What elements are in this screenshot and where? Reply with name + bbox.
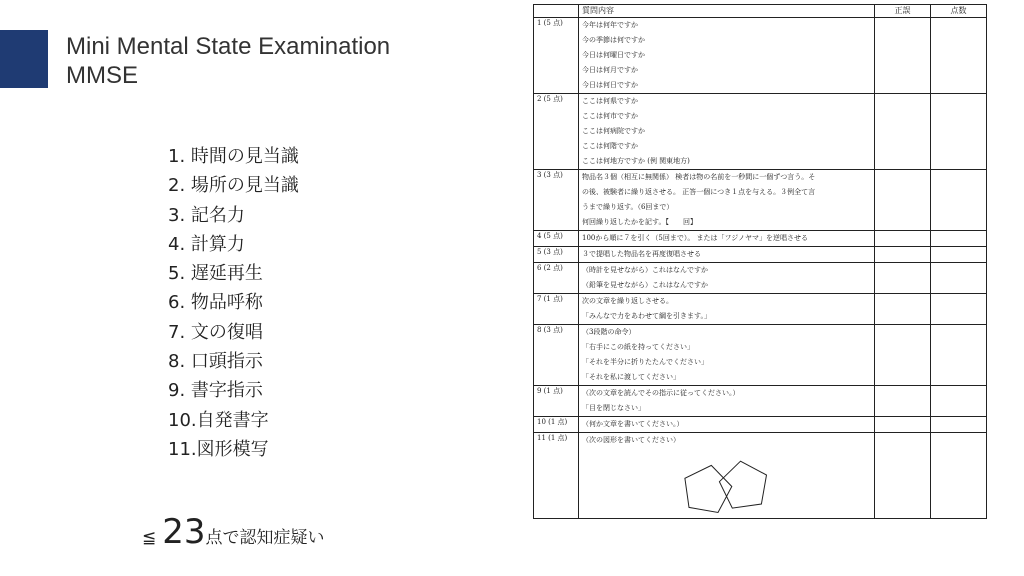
title-line-1: Mini Mental State Examination: [66, 33, 391, 60]
list-item: 11.図形模写: [168, 438, 269, 460]
points-cell: [931, 247, 987, 263]
question-line: ここは何病院ですか: [582, 127, 645, 135]
list-item: 3. 記名力: [168, 204, 245, 226]
dementia-threshold-note: [142, 512, 325, 552]
header-score-cell: [534, 5, 579, 18]
item-score-cell: 10 (1 点): [534, 417, 579, 433]
item-score-cell: 9 (1 点): [534, 386, 579, 417]
question-line: 今日は何曜日ですか: [582, 51, 645, 59]
points-cell: [931, 263, 987, 294]
question-line: 今の季節は何ですか: [582, 36, 645, 44]
question-line: （次の文章を読んでその指示に従ってください。）: [582, 389, 740, 397]
list-item: 2. 場所の見当識: [168, 175, 299, 197]
points-cell: [931, 294, 987, 325]
title-accent-bar: [0, 30, 48, 88]
points-cell: [931, 386, 987, 417]
question-line: （3段階の命令）: [582, 328, 636, 336]
question-line: 「それを半分に折りたたんでください」: [582, 358, 708, 366]
question-cell: [579, 94, 875, 170]
table-row: [534, 94, 987, 170]
table-row: [534, 170, 987, 231]
question-cell: [579, 294, 875, 325]
correct-cell: [875, 325, 931, 386]
pentagon-shape: [684, 465, 731, 512]
points-cell: [931, 94, 987, 170]
question-cell: [579, 325, 875, 386]
question-line: 今日は何月ですか: [582, 66, 638, 74]
item-score-cell: 2 (5 点): [534, 94, 579, 170]
threshold-number: 23: [162, 512, 206, 552]
question-cell: [579, 170, 875, 231]
title-line-2: MMSE: [66, 62, 138, 89]
mmse-item-list: [168, 142, 299, 464]
question-line: （時計を見せながら）これはなんですか: [582, 266, 708, 274]
header-question: 質問内容: [579, 5, 875, 18]
question-cell: [579, 263, 875, 294]
question-cell: [579, 433, 875, 519]
question-cell: [579, 247, 875, 263]
question-line: 「みんなで力をあわせて綱を引きます。」: [582, 312, 711, 320]
table-row: [534, 247, 987, 263]
question-line: 物品名３個（相互に無関係） 検者は物の名前を一秒間に一個ずつ言う。そ: [582, 173, 816, 181]
header-correct: 正誤: [875, 5, 931, 18]
question-line: 何回繰り返したかを記す。【 回】: [582, 218, 697, 226]
correct-cell: [875, 294, 931, 325]
item-score-cell: 5 (3 点): [534, 247, 579, 263]
table-row: [534, 433, 987, 519]
points-cell: [931, 433, 987, 519]
correct-cell: [875, 433, 931, 519]
points-cell: [931, 417, 987, 433]
correct-cell: [875, 247, 931, 263]
question-line: （次の図形を書いてください）: [582, 436, 680, 444]
item-score-cell: 1 (5 点): [534, 18, 579, 94]
question-line: 「右手にこの紙を持ってください」: [582, 343, 694, 351]
correct-cell: [875, 417, 931, 433]
question-line: ここは何地方ですか (例 関東地方): [582, 157, 690, 165]
question-line: の後、被験者に繰り返させる。 正答一個につき１点を与える。３例全て言: [582, 188, 816, 196]
list-item: 5. 遅延再生: [168, 263, 263, 285]
mmse-question-table: [533, 4, 987, 519]
table-row: [534, 294, 987, 325]
question-line: 今年は何年ですか: [582, 21, 638, 29]
item-score-cell: 3 (3 点): [534, 170, 579, 231]
table-row: [534, 18, 987, 94]
question-line: ここは何市ですか: [582, 112, 638, 120]
table-row: [534, 325, 987, 386]
question-line: （鉛筆を見せながら）これはなんですか: [582, 281, 708, 289]
table-header-row: [534, 5, 987, 18]
item-score-cell: 8 (3 点): [534, 325, 579, 386]
item-score-cell: 11 (1 点): [534, 433, 579, 519]
slide-title: [66, 32, 390, 90]
item-score-cell: 4 (5 点): [534, 231, 579, 247]
list-item: 6. 物品呼称: [168, 292, 263, 314]
list-item: 1. 時間の見当識: [168, 146, 299, 167]
question-line: 今日は何日ですか: [582, 81, 638, 89]
question-cell: [579, 417, 875, 433]
item-score-cell: 6 (2 点): [534, 263, 579, 294]
question-line: 「それを私に渡してください」: [582, 373, 680, 381]
interlocking-pentagons-figure: [672, 458, 782, 518]
table-row: [534, 231, 987, 247]
table-row: [534, 263, 987, 294]
table-row: [534, 386, 987, 417]
correct-cell: [875, 231, 931, 247]
question-line: （何か文章を書いてください。）: [582, 420, 684, 428]
header-points: 点数: [931, 5, 987, 18]
correct-cell: [875, 386, 931, 417]
correct-cell: [875, 170, 931, 231]
table-row: [534, 417, 987, 433]
list-item: 8. 口頭指示: [168, 351, 263, 373]
points-cell: [931, 170, 987, 231]
list-item: 9. 書字指示: [168, 380, 263, 402]
correct-cell: [875, 94, 931, 170]
list-item: 7. 文の復唱: [168, 321, 263, 343]
item-score-cell: 7 (1 点): [534, 294, 579, 325]
question-line: 100から順に７を引く（5回まで）。 または「フジノヤマ」を逆唱させる: [582, 234, 808, 242]
question-cell: [579, 231, 875, 247]
points-cell: [931, 231, 987, 247]
question-line: 「目を閉じなさい」: [582, 404, 645, 412]
list-item: 4. 計算力: [168, 233, 245, 255]
correct-cell: [875, 18, 931, 94]
question-line: うまで繰り返す。（6回まで）: [582, 203, 674, 211]
question-cell: [579, 386, 875, 417]
pentagon-shape: [719, 461, 766, 508]
question-line: ここは何階ですか: [582, 142, 638, 150]
less-equal-symbol: ≦: [142, 528, 157, 548]
question-line: 次の文章を繰り返しさせる。: [582, 297, 673, 305]
list-item: 10.自発書字: [168, 409, 269, 431]
points-cell: [931, 18, 987, 94]
correct-cell: [875, 263, 931, 294]
threshold-text: 点で認知症疑い: [205, 528, 325, 548]
points-cell: [931, 325, 987, 386]
question-line: ここは何県ですか: [582, 97, 638, 105]
question-line: ３で提唱した物品名を再度復唱させる: [582, 250, 701, 258]
question-cell: [579, 18, 875, 94]
